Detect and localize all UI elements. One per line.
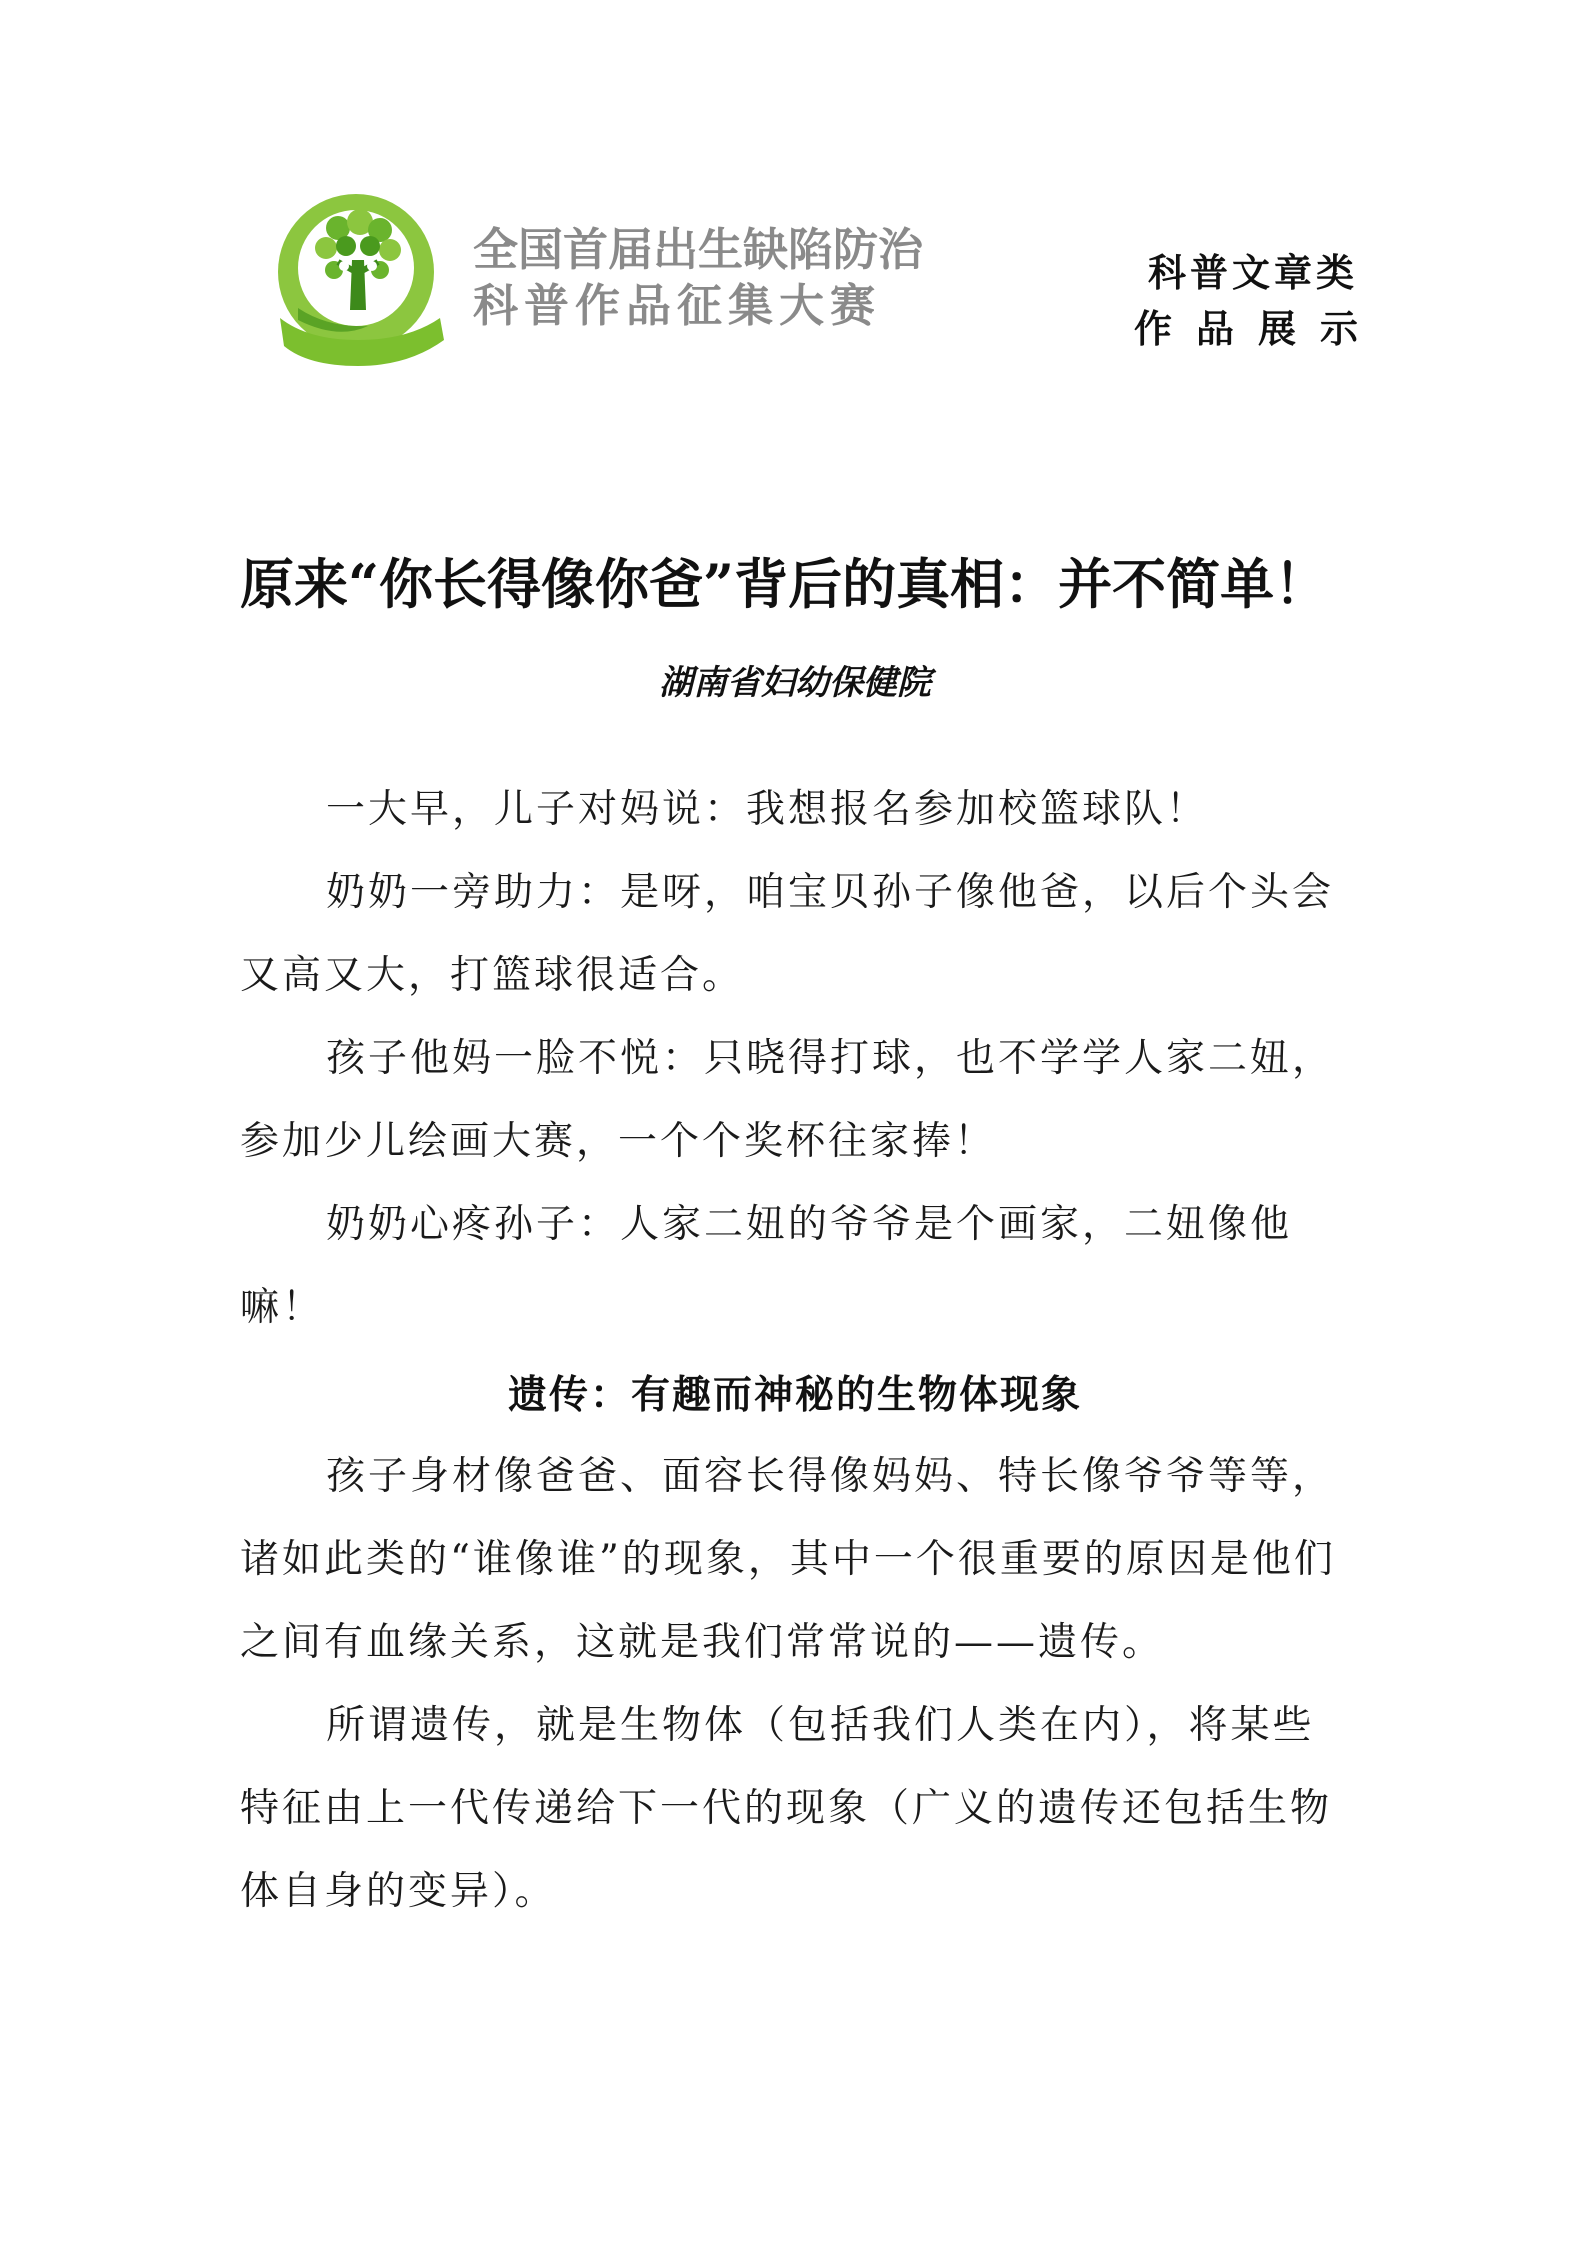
intro-paragraph: 一大早，儿子对妈说：我想报名参加校篮球队！ xyxy=(326,787,1209,832)
category-label xyxy=(1133,245,1382,357)
logo-line-1: 全国首届出生缺陷防治 xyxy=(473,223,924,276)
intro-section xyxy=(240,768,1350,1349)
section-paragraph: 所谓遗传，就是生物体（包括我们人类在内），将某些特征由上一代传递给下一代的现象（广义的遗传还包括生物体自身的变异）。 xyxy=(240,1703,1333,1914)
page-header xyxy=(268,190,1382,380)
genetics-section xyxy=(240,1435,1350,1933)
category-line-1: 科普文章类 xyxy=(1147,250,1358,295)
contest-logo-text xyxy=(473,222,923,334)
section-heading: 遗传：有趣而神秘的生物体现象 xyxy=(507,1372,1082,1418)
intro-paragraph: 奶奶心疼孙子：人家二妞的爷爷是个画家，二妞像他嘛！ xyxy=(240,1202,1293,1330)
intro-paragraph: 孩子他妈一脸不悦：只晓得打球，也不学学人家二妞，参加少儿绘画大赛，一个个奖杯往家捧！ xyxy=(240,1036,1335,1164)
intro-paragraph: 奶奶一旁助力：是呀，咱宝贝孙子像他爸，以后个头会又高又大，打篮球很适合。 xyxy=(240,870,1335,998)
article-title: 原来“你长得像你爸”背后的真相：并不简单！ xyxy=(240,552,1329,617)
section-paragraph: 孩子身材像爸爸、面容长得像妈妈、特长像爷爷等等，诸如此类的“谁像谁”的现象，其中一个很重要的原因是他们之间有血缘关系，这就是我们常常说的——遗传。 xyxy=(240,1454,1336,1665)
logo-line-2: 科普作品征集大赛 xyxy=(473,279,882,332)
contest-logo-icon xyxy=(268,190,448,370)
category-line-2: 作品展示 xyxy=(1133,306,1382,351)
article-author: 湖南省妇幼保健院 xyxy=(659,663,931,703)
